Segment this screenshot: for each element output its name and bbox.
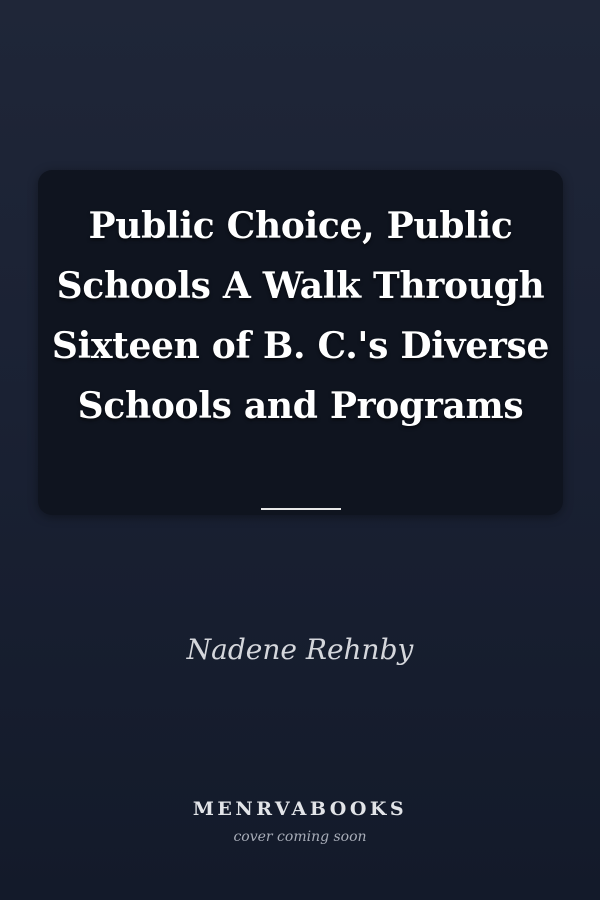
title-panel: [38, 170, 563, 515]
book-title: Public Choice, Public Schools A Walk Through Sixteen of B. C.'s Diverse Schools and Programs: [51, 205, 550, 427]
cover-status-text: cover coming soon: [233, 829, 367, 845]
title-divider: [261, 508, 341, 510]
author-name: Nadene Rehnby: [186, 633, 414, 666]
publisher-name: MENRVABOOKS: [192, 798, 408, 820]
